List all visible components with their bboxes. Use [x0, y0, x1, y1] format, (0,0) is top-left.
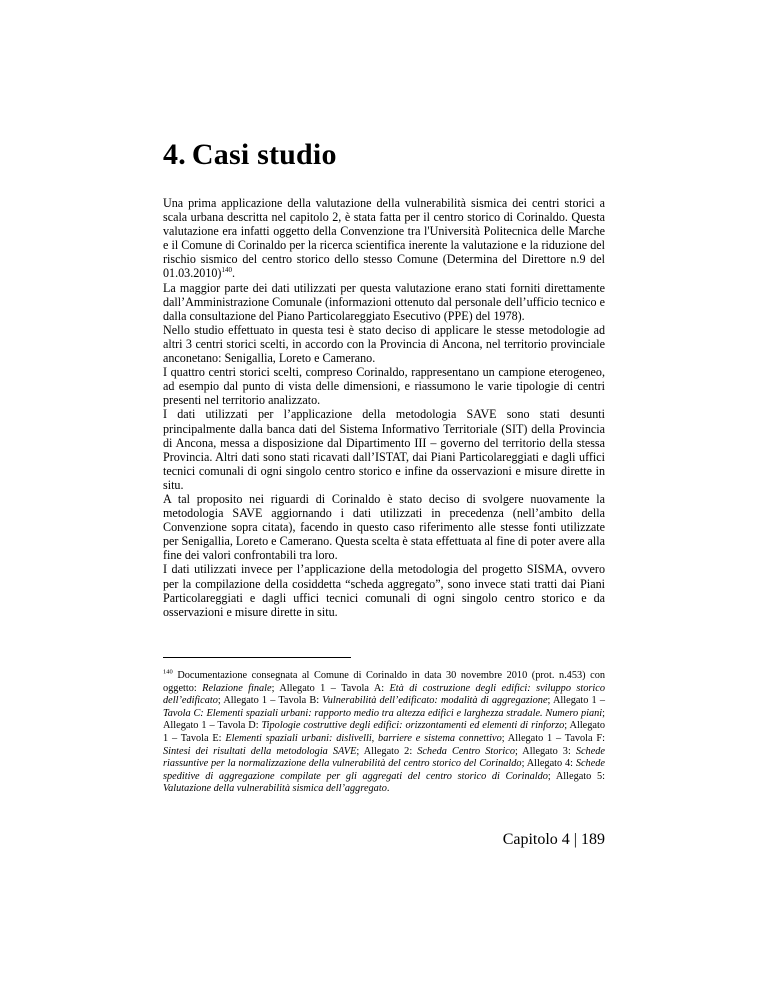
paragraph: A tal proposito nei riguardi di Corinaldo è stato deciso di svolgere nuovamente la metodologia SAVE aggiornando i dati utilizzati in precedenza (nell’ambito della Convenzione sopra citata), facendo in questo caso riferimento alle stesse fonti utilizzate per Senigallia, Loreto e Camerano. Questa scelta è stata effettuata al fine di poter avere alla fine dei valori confrontabili tra loro. [163, 491, 606, 563]
page-footer: Capitolo 4 | 189 [502, 831, 605, 848]
footnote: $^{140}$ Documentazione consegnata al Comune di Corinaldo in data 30 novembre 2010 (prot. n.453) con oggetto: Relazione finale; Allegato 1 – Tavola A: Età di costruzione degli edifici: sviluppo storico dell’edificato; Allegato 1 – Tavola B: Vulnerabilità dell’edificato: modalità di aggregazione; Allegato 1 – Tavola C: Elementi spaziali urbani: rapporto medio tra altezza edifici e larghezza stradale. Numero piani; Allegato 1 – Tavola D: Tipologie costruttive degli edifici: orizzontamenti ed elementi di rinforzo; Allegato 1 – Tavola E: Elementi spaziali urbani: dislivelli, barriere e sistema connettivo; Allegato 1 – Tavola F: Sintesi dei risultati della metodologia SAVE; Allegato 2: Scheda Centro Storico; Allegato 3: Schede riassuntive per la normalizzazione della vulnerabilità del centro storico del Corinaldo; Allegato 4: Schede speditive di aggregazione compilate per gli aggregati del centro storico di Corinaldo; Allegato 5: Valutazione della vulnerabilità sismica dell’aggregato. [163, 668, 605, 795]
chapter-number: 4. [163, 138, 186, 171]
paragraph: Una prima applicazione della valutazione della vulnerabilità sismica dei centri storici a scala urbana descritta nel capitolo 2, è stata fatta per il centro storico di Corinaldo. Questa valutazione era infatti oggetto della Convenzione tra l'Università Politecnica delle Marche e il Comune di Corinaldo per la ricerca scientifica inerente la valutazione e la riduzione del rischio sismico del centro storico dello stesso Comune (Determina del Direttore n.9 del 01.03.2010)$^{140}$. [163, 196, 605, 281]
footnote-number: 140 [163, 668, 173, 676]
paragraph: Nello studio effettuato in questa tesi è stato deciso di applicare le stesse metodologie ad altri 3 centri storici scelti, in accordo con la Provincia di Ancona, nel territorio provinciale anconetano: Senigallia, Loreto e Camerano. [163, 322, 605, 366]
paragraph: I quattro centri storici scelti, compreso Corinaldo, rappresentano un campione eterogeneo, ad esempio dal punto di vista delle dimensioni, e riassumono le varie tipologie di centri presenti nel territorio analizzato. [163, 365, 605, 408]
paragraph: I dati utilizzati per l’applicazione della metodologia SAVE sono stati desunti principalmente dalla banca dati del Sistema Informativo Territoriale (SIT) della Provincia di Ancona, messa a disposizione dal Dipartimento III – governo del territorio della stessa Provincia. Altri dati sono stati ricavati dall’ISTAT, dai Piani Particolareggiati e dagli uffici tecnici comunali di ogni singolo centro storico e infine da osservazioni e misure dirette in situ. [163, 407, 605, 492]
body-text [163, 196, 605, 619]
footnote-reference[interactable]: 140 [221, 266, 232, 275]
paragraph: I dati utilizzati invece per l’applicazione della metodologia del progetto SISMA, ovvero per la compilazione della cosiddetta “scheda aggregato”, sono invece stati tratti dai Piani Particolareggiati e dagli uffici tecnici comunali di ogni singolo centro storico e da osservazioni e misure dirette in situ. [163, 562, 605, 619]
chapter-title-text: Casi studio [191, 138, 337, 171]
chapter-title [163, 138, 337, 172]
paragraph: La maggior parte dei dati utilizzati per questa valutazione erano stati forniti direttamente dall’Amministrazione Comunale (informazioni ottenuto dal personale dell’ufficio tecnico e dalla consultazione del Piano Particolareggiato Esecutivo (PPE) del 1978). [163, 280, 605, 323]
footnote-separator [163, 657, 351, 658]
